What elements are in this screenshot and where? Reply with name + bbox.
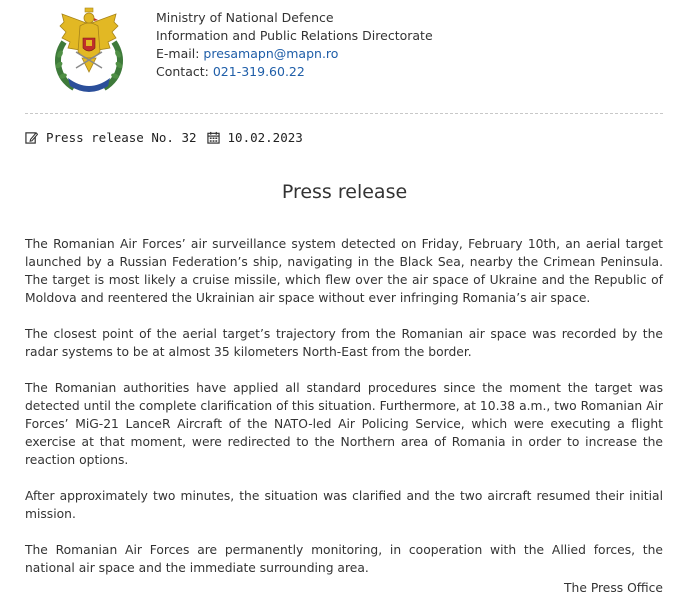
signature: The Press Office [564, 581, 663, 595]
press-release-body [25, 235, 663, 595]
page-title: Press release [281, 181, 408, 203]
calendar-icon [207, 131, 220, 144]
contact-label: Contact: [156, 64, 209, 79]
org-name: Ministry of National Defence [156, 10, 334, 25]
release-meta [25, 130, 303, 145]
paragraph: The Romanian authorities have applied all standard procedures since the moment the target was detected until the complete clarification of this situation. Furthermore, at 10.38 a.m., two Romanian Air Forces’ MiG-21 LanceR Aircraft of the NATO-led Air Policing Service, which were executing a flight exercise at that moment, were redirected to the Northern area of Romania in order to increase the reaction options. [25, 381, 663, 467]
release-date: 10.02.2023 [227, 130, 303, 145]
romanian-army-eagle-emblem-icon [50, 2, 128, 96]
contact-line [156, 63, 433, 81]
edit-icon [25, 131, 38, 144]
paragraph: The Romanian Air Forces are permanently monitoring, in cooperation with the Allied forces, the national air space and the immediate surrounding area. [25, 543, 663, 575]
page-header [0, 0, 689, 100]
email-link[interactable]: presamapn@mapn.ro [203, 46, 339, 61]
paragraph: After approximately two minutes, the situation was clarified and the two aircraft resumed their initial mission. [25, 489, 663, 521]
directorate-name: Information and Public Relations Directorate [156, 28, 433, 43]
email-line [156, 45, 433, 63]
phone-link[interactable]: 021-319.60.22 [212, 64, 305, 79]
header-divider [25, 113, 663, 114]
paragraph: The closest point of the aerial target’s trajectory from the Romanian air space was recorded by the radar systems to be at almost 35 kilometers North-East from the border. [25, 327, 663, 359]
paragraph: The Romanian Air Forces’ air surveillance system detected on Friday, February 10th, an aerial target launched by a Russian Federation’s ship, navigating in the Black Sea, nearby the Crimean Peninsula. The target is most likely a cruise missile, which flew over the air space of Ukraine and the Republic of Moldova and reentered the Ukrainian air space without ever infringing Romania’s air space. [25, 237, 663, 305]
release-number: Press release No. 32 [46, 130, 197, 145]
contact-block [156, 9, 433, 81]
email-label: E-mail: [156, 46, 200, 61]
